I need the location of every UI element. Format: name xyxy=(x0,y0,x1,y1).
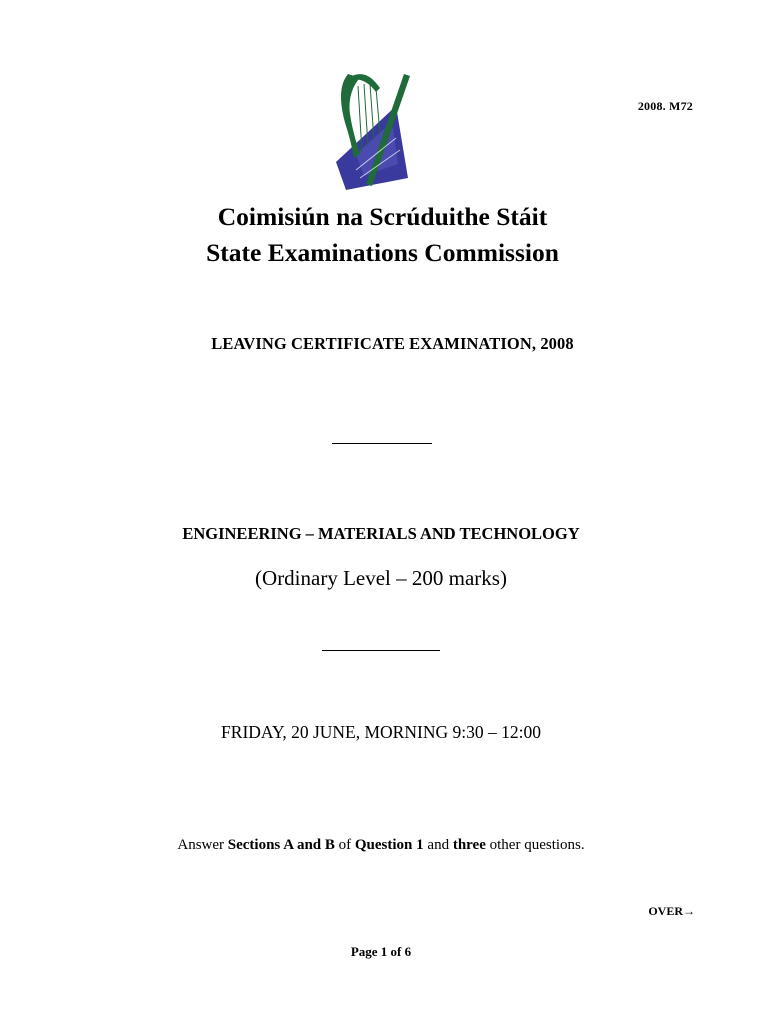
harp-frame xyxy=(341,74,360,158)
divider-rule xyxy=(322,650,440,651)
instruction-text: other questions. xyxy=(485,837,585,853)
instruction-bold: three xyxy=(452,837,486,853)
title-english: State Examinations Commission xyxy=(206,238,559,267)
paper-code: 2008. M72 xyxy=(637,99,693,113)
exam-level: (Ordinary Level – 200 marks) xyxy=(255,566,507,590)
commission-logo xyxy=(326,66,422,190)
exam-date-time: FRIDAY, 20 JUNE, MORNING 9:30 – 12:00 xyxy=(221,722,541,742)
page-number: Page 1 of 6 xyxy=(350,944,412,959)
divider-rule xyxy=(332,443,432,444)
instruction-text: Answer xyxy=(177,837,228,853)
instruction-text: of xyxy=(334,837,355,853)
exam-name: LEAVING CERTIFICATE EXAMINATION, 2008 xyxy=(211,334,574,353)
instruction-bold: Sections A and B xyxy=(227,837,335,853)
exam-instruction xyxy=(0,837,762,854)
over-indicator: OVER→ xyxy=(648,904,695,918)
title-irish: Coimisiún na Scrúduithe Stáit xyxy=(217,202,548,231)
instruction-text: and xyxy=(423,837,453,853)
instruction-bold: Question 1 xyxy=(354,837,424,853)
harp-logo-icon xyxy=(326,66,422,190)
exam-subject: ENGINEERING – MATERIALS AND TECHNOLOGY xyxy=(182,524,580,543)
